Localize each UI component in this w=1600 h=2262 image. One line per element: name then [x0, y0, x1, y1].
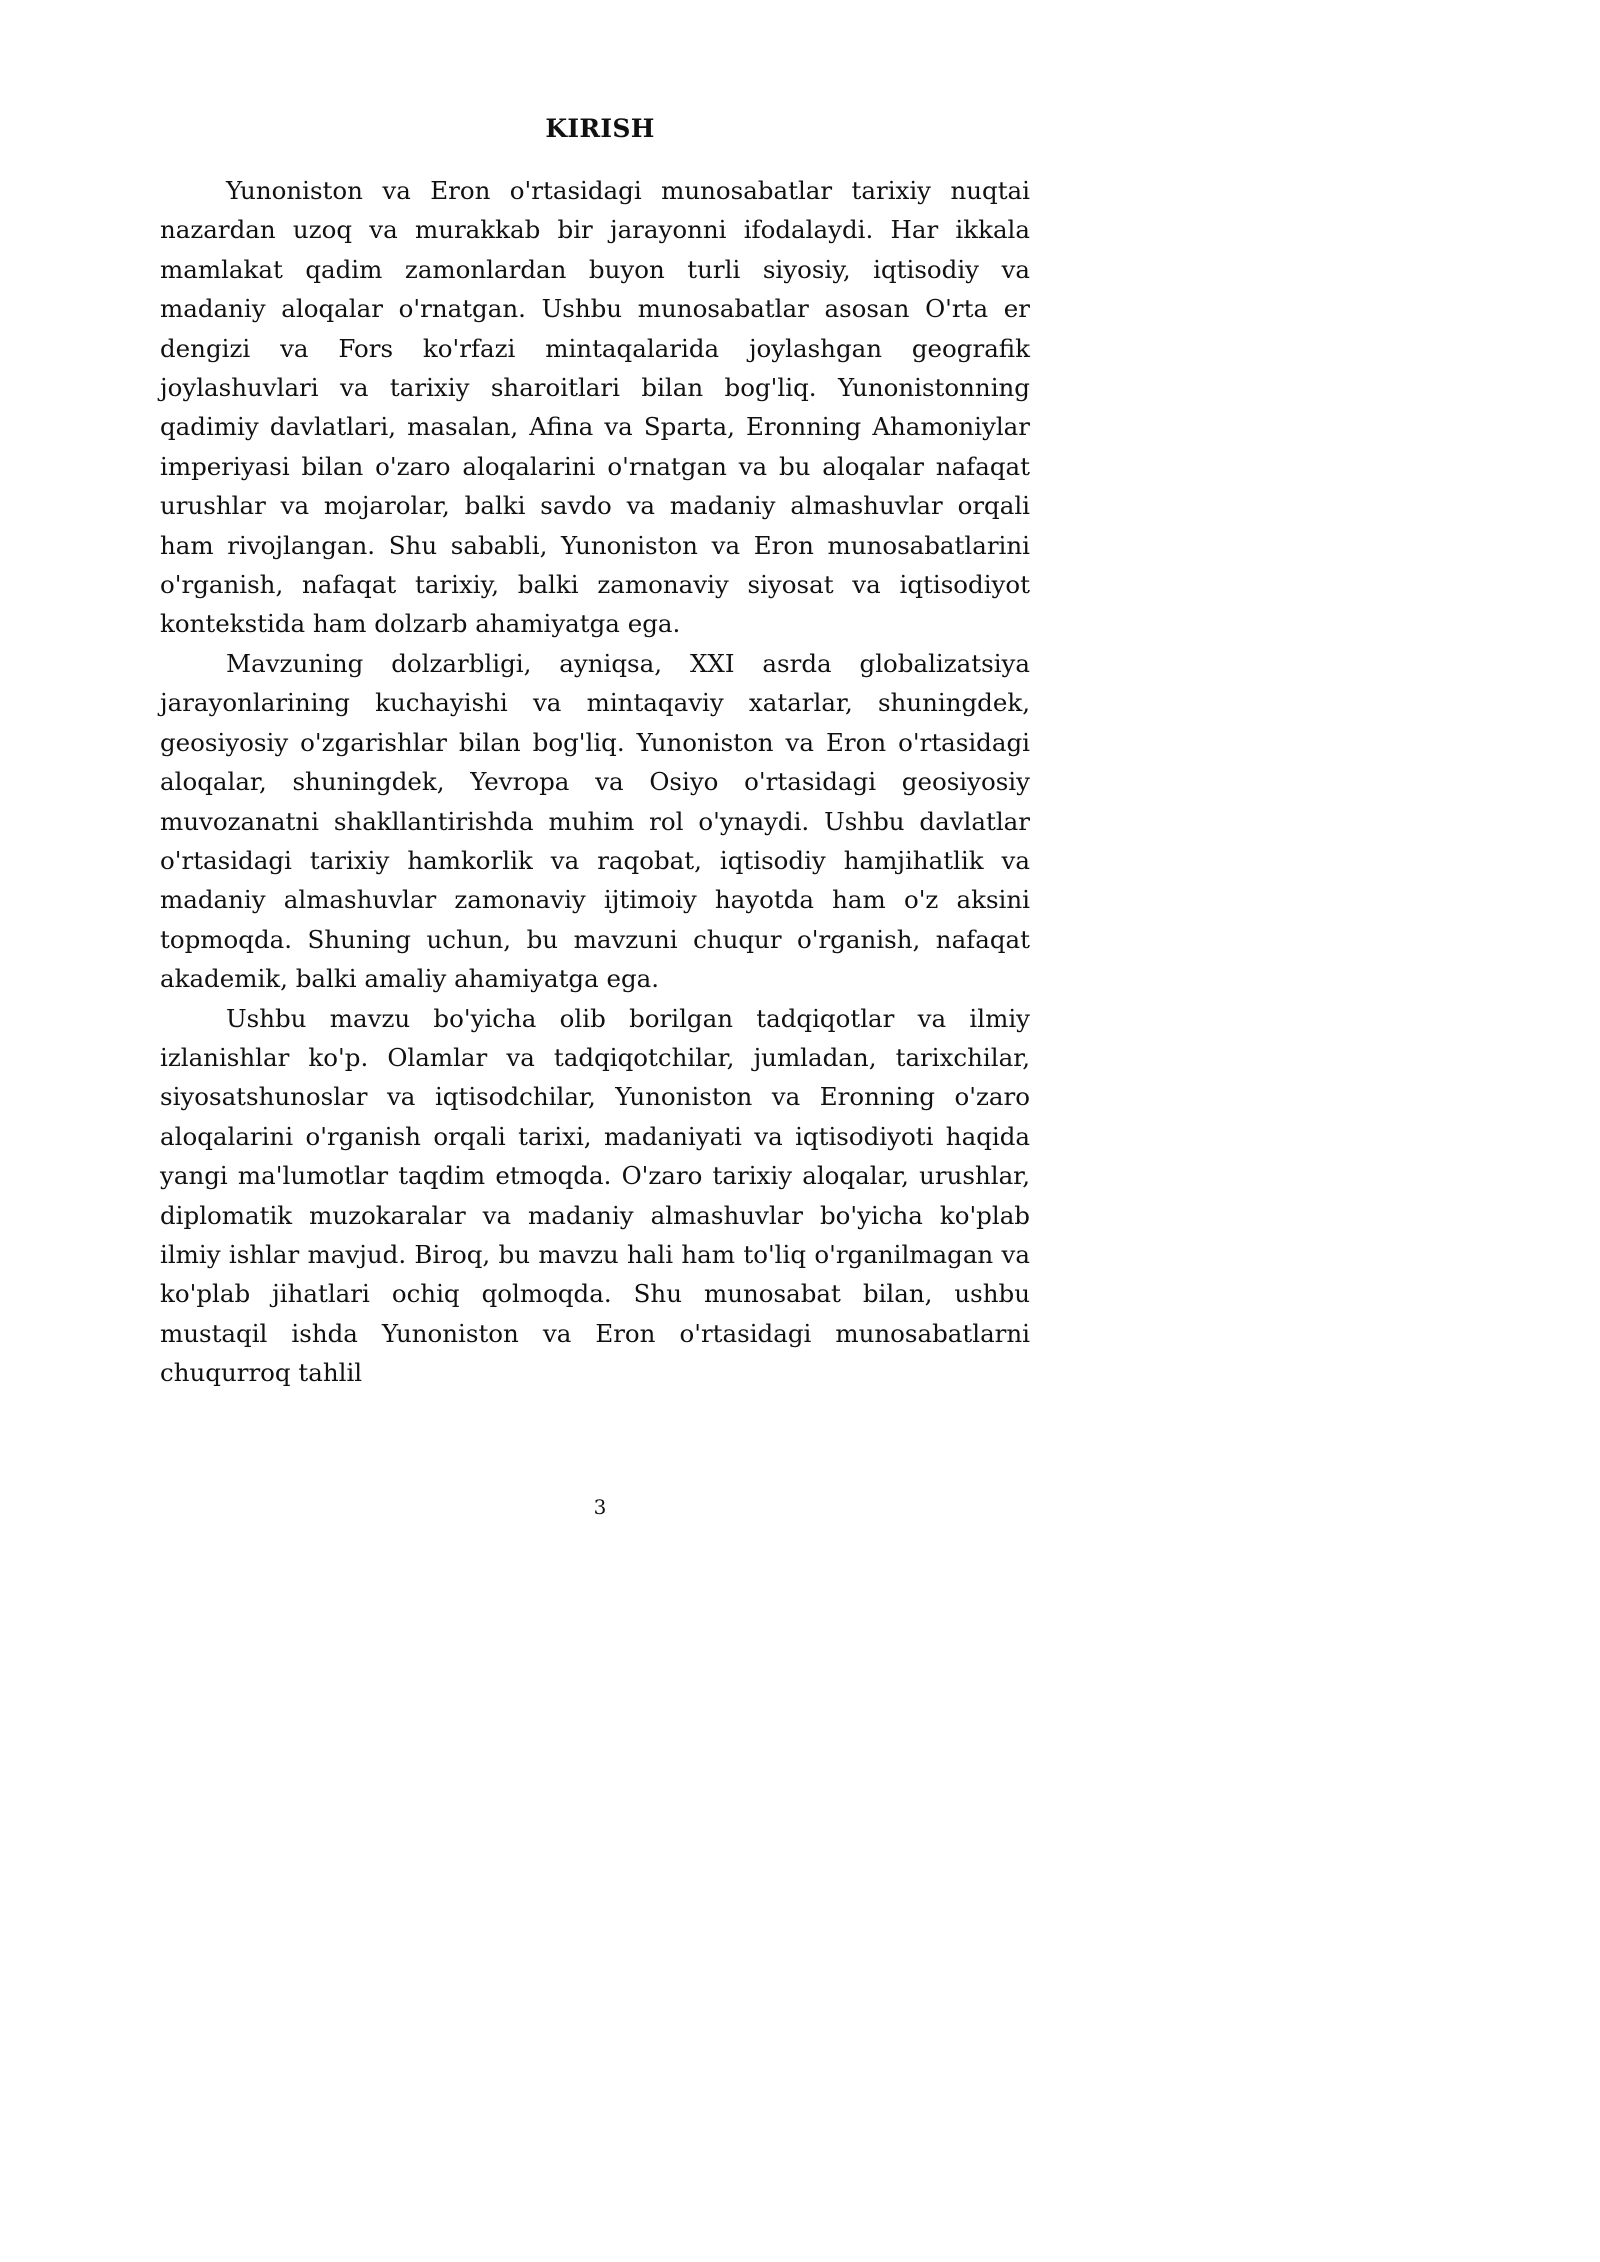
section-title: KIRISH: [545, 114, 655, 143]
page-number: 3: [593, 1495, 607, 1519]
paragraph-1: Yunoniston va Eron o'rtasidagi munosabatlar tarixiy nuqtai nazardan uzoq va murakkab bir jarayonni ifodalaydi. Har ikkala mamlakat qadim zamonlardan buyon turli siyosiy, iqtisodiy va madaniy aloqalar o'rnatgan. Ushbu munosabatlar asosan O'rta er dengizi va Fors ko'rfazi mintaqalarida joylashgan geografik joylashuvlari va tarixiy sharoitlari bilan bog'liq. Yunonistonning qadimiy davlatlari, masalan, Afina va Sparta, Eronning Ahamoniylar imperiyasi bilan o'zaro aloqalarini o'rnatgan va bu aloqalar nafaqat urushlar va mojarolar, balki savdo va madaniy almashuvlar orqali ham rivojlangan. Shu sababli, Yunoniston va Eron munosabatlarini o'rganish, nafaqat tarixiy, balki zamonaviy siyosat va iqtisodiyot kontekstida ham dolzarb ahamiyatga ega.: [160, 176, 1030, 639]
body-text: [160, 171, 1030, 1393]
document-page: [0, 0, 1120, 1584]
paragraph-3: Ushbu mavzu bo'yicha olib borilgan tadqiqotlar va ilmiy izlanishlar ko'p. Olamlar va tadqiqotchilar, jumladan, tarixchilar, siyosatshunoslar va iqtisodchilar, Yunoniston va Eronning o'zaro aloqalarini o'rganish orqali tarixi, madaniyati va iqtisodiyoti haqida yangi ma'lumotlar taqdim etmoqda. O'zaro tarixiy aloqalar, urushlar, diplomatik muzokaralar va madaniy almashuvlar bo'yicha ko'plab ilmiy ishlar mavjud. Biroq, bu mavzu hali ham to'liq o'rganilmagan va ko'plab jihatlari ochiq qolmoqda. Shu munosabat bilan, ushbu mustaqil ishda Yunoniston va Eron o'rtasidagi munosabatlarni chuqurroq tahlil: [160, 1003, 1030, 1388]
paragraph-2: Mavzuning dolzarbligi, ayniqsa, XXI asrda globalizatsiya jarayonlarining kuchayishi va mintaqaviy xatarlar, shuningdek, geosiyosiy o'zgarishlar bilan bog'liq. Yunoniston va Eron o'rtasidagi aloqalar, shuningdek, Yevropa va Osiyo o'rtasidagi geosiyosiy muvozanatni shakllantirishda muhim rol o'ynaydi. Ushbu davlatlar o'rtasidagi tarixiy hamkorlik va raqobat, iqtisodiy hamjihatlik va madaniy almashuvlar zamonaviy ijtimoiy hayotda ham o'z aksini topmoqda. Shuning uchun, bu mavzuni chuqur o'rganish, nafaqat akademik, balki amaliy ahamiyatga ega.: [160, 648, 1030, 994]
